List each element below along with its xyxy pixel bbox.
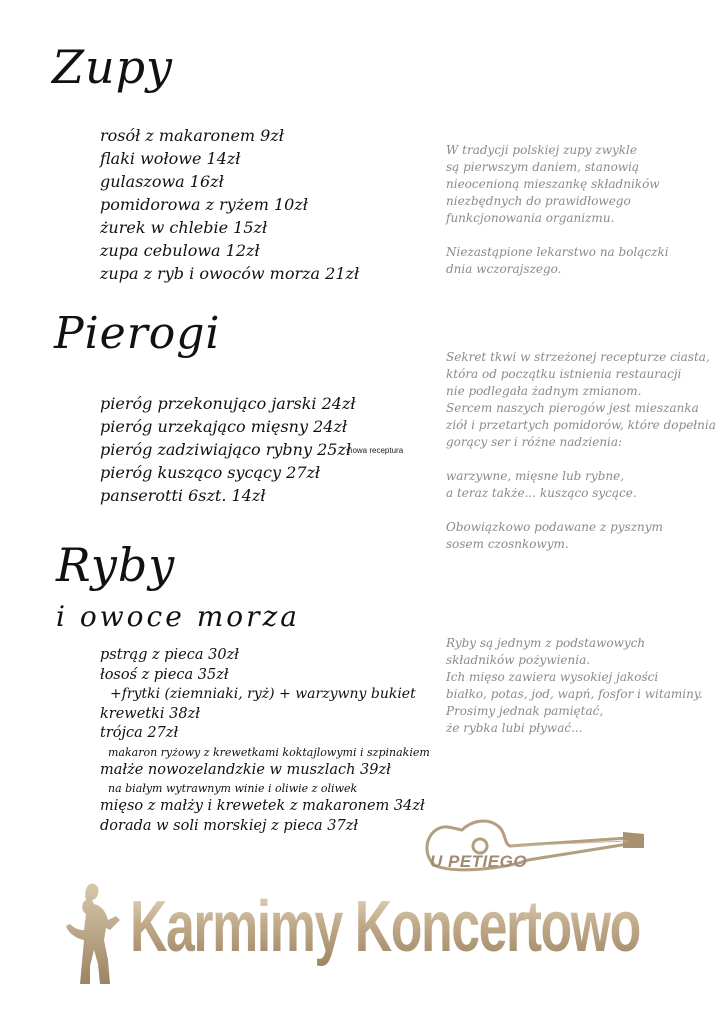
description-line: Prosimy jednak pamiętać, <box>446 704 604 718</box>
description-line: gorący ser i różne nadzienia: <box>446 435 623 449</box>
description-line: a teraz także... kusząco sycące. <box>446 486 637 500</box>
menu-item: mięso z małży i krewetek z makaronem 34zł <box>100 798 425 814</box>
pierogi-menu <box>100 392 356 507</box>
menu-item: krewetki 38zł <box>100 705 200 722</box>
menu-item: pieróg urzekająco mięsny 24zł <box>100 417 348 436</box>
u-petiego-logo <box>418 808 648 888</box>
guitarist-silhouette-icon <box>60 880 130 990</box>
description-line: składników pożywienia. <box>446 653 591 667</box>
description-line: Sercem naszych pierogów jest mieszanka <box>446 401 699 415</box>
description-line: W tradycji polskiej zupy zwykle <box>446 143 637 157</box>
description-line: Sekret tkwi w strzeżonej recepturze ciasta, <box>446 350 710 364</box>
menu-item: flaki wołowe 14zł <box>100 149 241 168</box>
description-line: są pierwszym daniem, stanowią <box>446 160 640 174</box>
menu-item-addon: +frytki (ziemniaki, ryż) + warzywny bukiet <box>110 686 416 702</box>
ryby-subheading: i owoce morza <box>56 600 300 633</box>
karmimy-koncertowo-banner <box>60 880 670 990</box>
description-line: która od początku istnienia restauracji <box>446 367 682 381</box>
menu-item: trójca 27zł <box>100 725 179 741</box>
description-line: funkcjonowania organizmu. <box>446 211 615 225</box>
menu-item: pieróg przekonująco jarski 24zł <box>100 394 356 413</box>
menu-item: dorada w soli morskiej z pieca 37zł <box>100 817 359 834</box>
menu-item: pomidorowa z ryżem 10zł <box>100 195 308 214</box>
zupy-menu <box>100 124 359 285</box>
description-line: dnia wczorajszego. <box>446 262 562 276</box>
description-line: białko, potas, jod, wapń, fosfor i witaminy. <box>446 687 703 701</box>
menu-item: rosół z makaronem 9zł <box>100 126 284 145</box>
description-line <box>446 451 716 468</box>
logo-name: U PETIEGO <box>430 852 528 871</box>
description-line: nieocenioną mieszankę składników <box>446 177 660 191</box>
ryby-menu <box>100 646 430 836</box>
description-line: nie podlegała żadnym zmianom. <box>446 384 642 398</box>
description-line: niezbędnych do prawidłowego <box>446 194 631 208</box>
description-line <box>446 227 669 244</box>
menu-item: gulaszowa 16zł <box>100 172 224 191</box>
menu-item: panserotti 6szt. 14zł <box>100 486 266 505</box>
menu-item: pieróg zadziwiająco rybny 25zł <box>100 440 352 459</box>
banner-text: Karmimy Koncertowo <box>130 887 640 967</box>
description-line: Ryby są jednym z podstawowych <box>446 636 646 650</box>
menu-item: łosoś z pieca 35zł <box>100 666 229 683</box>
menu-item: małże nowozelandzkie w muszlach 39zł <box>100 761 391 778</box>
zupy-heading: Zupy <box>52 40 174 94</box>
description-line: Obowiązkowo podawane z pysznym <box>446 520 663 534</box>
description-line <box>446 502 716 519</box>
guitar-icon <box>418 808 648 888</box>
menu-item: pieróg kusząco sycący 27zł <box>100 463 321 482</box>
menu-item-note: na białym wytrawnym winie i oliwie z oliwek <box>108 782 358 795</box>
menu-item: pstrąg z pieca 30zł <box>100 647 239 663</box>
zupy-description <box>446 142 669 278</box>
pierogi-heading: Pierogi <box>54 308 221 359</box>
description-line: Ich mięso zawiera wysokiej jakości <box>446 670 659 684</box>
ryby-heading: Ryby <box>56 538 176 592</box>
menu-item-note: makaron ryżowy z krewetkami koktajlowymi i szpinakiem <box>108 745 430 759</box>
description-line: Niezastąpione lekarstwo na bolączki <box>446 245 669 259</box>
menu-item: zupa z ryb i owoców morza 21zł <box>100 264 360 283</box>
description-line: sosem czosnkowym. <box>446 537 569 551</box>
ryby-description <box>446 635 703 737</box>
description-line: że rybka lubi pływać... <box>446 721 583 735</box>
menu-item: zupa cebulowa 12zł <box>100 241 260 260</box>
description-line: ziół i przetartych pomidorów, które dopełnia <box>446 418 716 432</box>
description-line: warzywne, mięsne lub rybne, <box>446 469 625 483</box>
menu-item: żurek w chlebie 15zł <box>100 218 268 237</box>
pierogi-description <box>446 349 716 553</box>
new-recipe-label: nowa receptura <box>348 446 404 455</box>
